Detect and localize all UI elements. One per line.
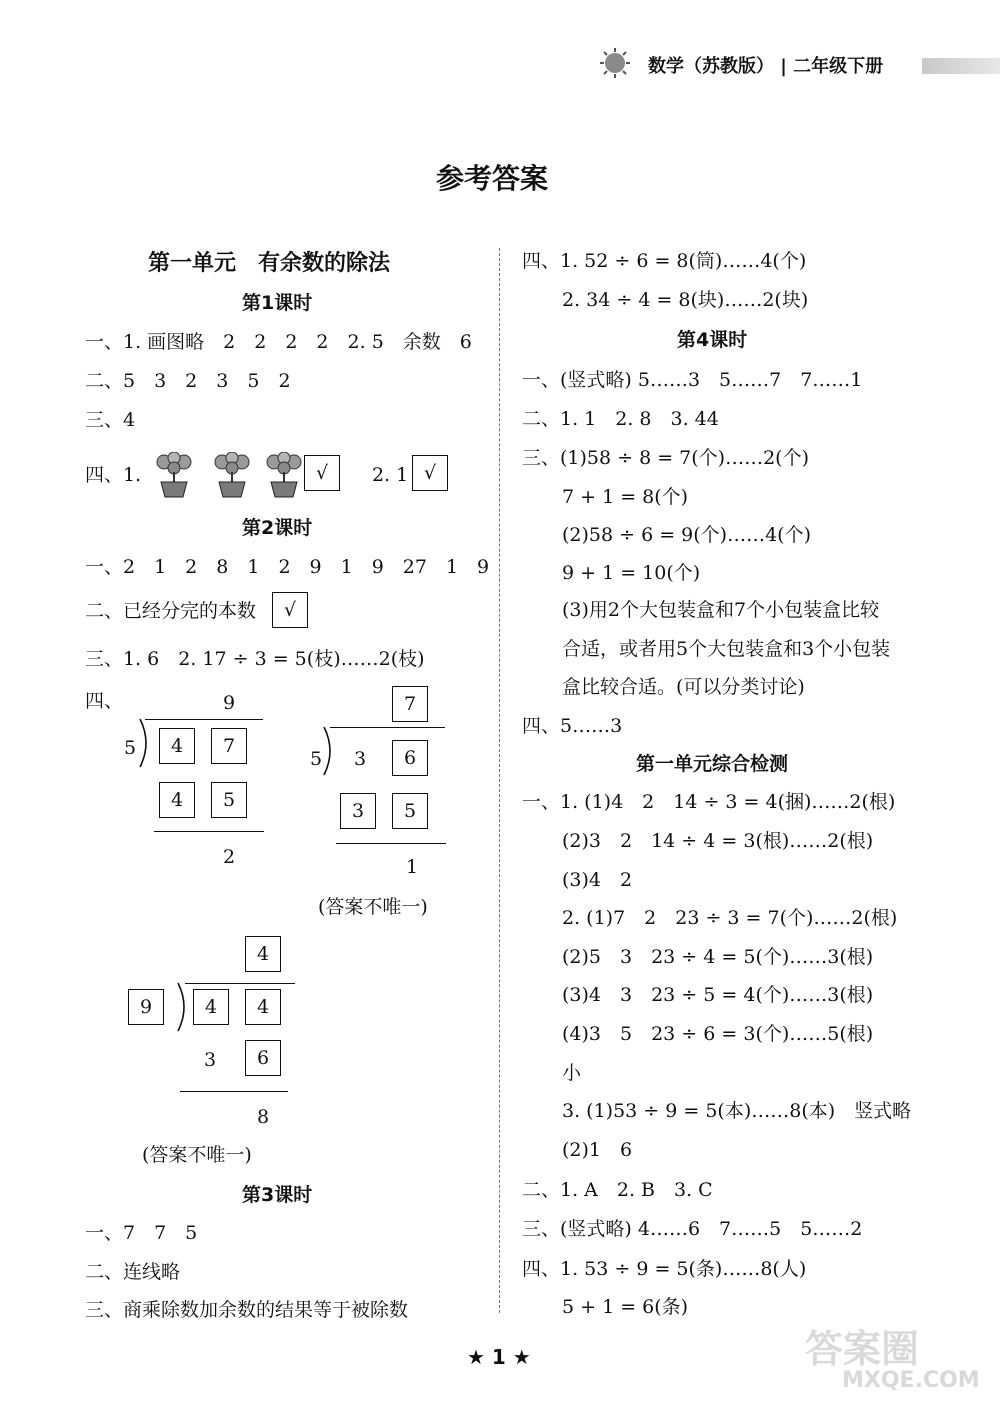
div1-box-b: 7	[211, 728, 247, 764]
div2-box-b: 6	[392, 740, 428, 776]
div1-remainder: 2	[223, 846, 236, 868]
lesson4-heading: 第4课时	[677, 329, 748, 351]
division-bracket-icon	[138, 718, 152, 768]
div3-box-a: 4	[193, 989, 229, 1025]
test-line6: (3)4 3 23 ÷ 5 = 4(个)……3(根)	[562, 984, 874, 1006]
header-bar	[922, 58, 1000, 74]
test-line3: (3)4 2	[562, 869, 633, 891]
flower-pot-icon	[210, 452, 254, 498]
lesson1-heading: 第1课时	[242, 292, 313, 314]
unit-test-heading: 第一单元综合检测	[636, 753, 789, 775]
check-box: √	[304, 455, 340, 491]
flower-pot-icon	[262, 452, 306, 498]
note-not-unique-2: (答案不唯一)	[142, 1144, 252, 1166]
flower-pot-icon	[152, 452, 196, 498]
div2-box-c: 3	[340, 793, 376, 829]
lesson2-line2: 二、已经分完的本数	[85, 600, 257, 622]
check-box: √	[272, 592, 308, 628]
lesson1-line1: 一、1. 画图略 2 2 2 2 2. 5 余数 6	[85, 331, 472, 353]
page-header	[598, 48, 1000, 78]
lesson3-line2: 二、连线略	[85, 1261, 181, 1283]
lesson4-line1: 一、(竖式略) 5……3 5……7 7……1	[522, 369, 863, 391]
lesson2-line1: 一、2 1 2 8 1 2 9 1 9 27 1 9	[85, 556, 490, 578]
div1-box-c: 4	[159, 782, 195, 818]
test-line13: 四、1. 53 ÷ 9 = 5(条)……8(人)	[522, 1258, 807, 1280]
header-title: 数学（苏教版） | 二年级下册	[648, 56, 884, 77]
right-line1: 四、1. 52 ÷ 6 = 8(筒)……4(个)	[522, 250, 807, 272]
div3-box-quotient: 4	[245, 936, 281, 972]
watermark-logo: 答案圈	[805, 1327, 920, 1371]
lesson4-line8: 合适，或者用5个大包装盒和3个小包装	[562, 638, 891, 660]
lesson4-line5: (2)58 ÷ 6 = 9(个)……4(个)	[562, 524, 812, 546]
test-line9: 3. (1)53 ÷ 9 = 5(本)……8(本) 竖式略	[562, 1100, 912, 1122]
lesson1-line2: 二、5 3 2 3 5 2	[85, 370, 291, 392]
test-line12: 三、(竖式略) 4……6 7……5 5……2	[522, 1218, 863, 1240]
test-line14: 5 + 1 = 6(条)	[562, 1296, 689, 1318]
division-bracket-icon	[322, 726, 336, 776]
test-line7: (4)3 5 23 ÷ 6 = 3(个)……5(根)	[562, 1023, 874, 1045]
test-line4: 2. (1)7 2 23 ÷ 3 = 7(个)……2(根)	[562, 907, 898, 929]
lesson1-line4-mid: 2. 1	[372, 464, 409, 486]
watermark-url: MXQE.COM	[842, 1368, 980, 1393]
test-line1: 一、1. (1)4 2 14 ÷ 3 = 4(捆)……2(根)	[522, 791, 896, 813]
lesson4-line6: 9 + 1 = 10(个)	[562, 562, 701, 584]
lesson1-line4-prefix: 四、1.	[85, 464, 142, 486]
test-line10: (2)1 6	[562, 1139, 633, 1161]
lesson2-line3: 三、1. 6 2. 17 ÷ 3 = 5(枝)……2(枝)	[85, 648, 425, 670]
lesson2-line4: 四、	[85, 690, 124, 712]
lesson4-line2: 二、1. 1 2. 8 3. 44	[522, 408, 719, 430]
div2-digit-a: 3	[354, 748, 367, 770]
division-bracket-icon	[176, 982, 190, 1032]
test-line5: (2)5 3 23 ÷ 4 = 5(个)……3(根)	[562, 946, 874, 968]
page-number: ★ 1 ★	[467, 1345, 531, 1369]
unit-heading: 第一单元 有余数的除法	[148, 251, 391, 276]
div2-remainder: 1	[406, 856, 419, 878]
note-not-unique-1: (答案不唯一)	[318, 896, 428, 918]
page-title: 参考答案	[436, 162, 549, 195]
lesson4-line9: 盒比较合适。(可以分类讨论)	[562, 676, 805, 698]
div1-box-d: 5	[211, 782, 247, 818]
div2-box-d: 5	[392, 793, 428, 829]
div1-divisor: 5	[124, 737, 137, 759]
test-line11: 二、1. A 2. B 3. C	[522, 1179, 713, 1201]
div3-box-d: 6	[245, 1040, 281, 1076]
test-line8: 小	[562, 1062, 582, 1084]
column-divider	[499, 248, 500, 1313]
lesson1-line3: 三、4	[85, 409, 136, 431]
right-line2: 2. 34 ÷ 4 = 8(块)……2(块)	[562, 289, 809, 311]
div3-box-b: 4	[245, 989, 281, 1025]
div1-quotient: 9	[223, 692, 236, 714]
check-box: √	[412, 455, 448, 491]
lesson4-line3: 三、(1)58 ÷ 8 = 7(个)……2(个)	[522, 447, 810, 469]
lesson3-line1: 一、7 7 5	[85, 1222, 198, 1244]
lesson4-line7: (3)用2个大包装盒和7个小包装盒比较	[562, 599, 880, 621]
lesson3-heading: 第3课时	[242, 1184, 313, 1206]
lesson4-line4: 7 + 1 = 8(个)	[562, 486, 689, 508]
div1-box-a: 4	[159, 728, 195, 764]
sun-logo-icon	[598, 48, 632, 78]
div3-digit-c: 3	[204, 1049, 217, 1071]
lesson3-line3: 三、商乘除数加余数的结果等于被除数	[85, 1299, 409, 1321]
div3-remainder: 8	[257, 1106, 270, 1128]
div3-box-divisor: 9	[128, 989, 164, 1025]
lesson2-heading: 第2课时	[242, 517, 313, 539]
test-line2: (2)3 2 14 ÷ 4 = 3(根)……2(根)	[562, 830, 874, 852]
div2-divisor: 5	[310, 748, 323, 770]
div2-box-quotient: 7	[392, 686, 428, 722]
lesson4-line10: 四、5……3	[522, 715, 623, 737]
